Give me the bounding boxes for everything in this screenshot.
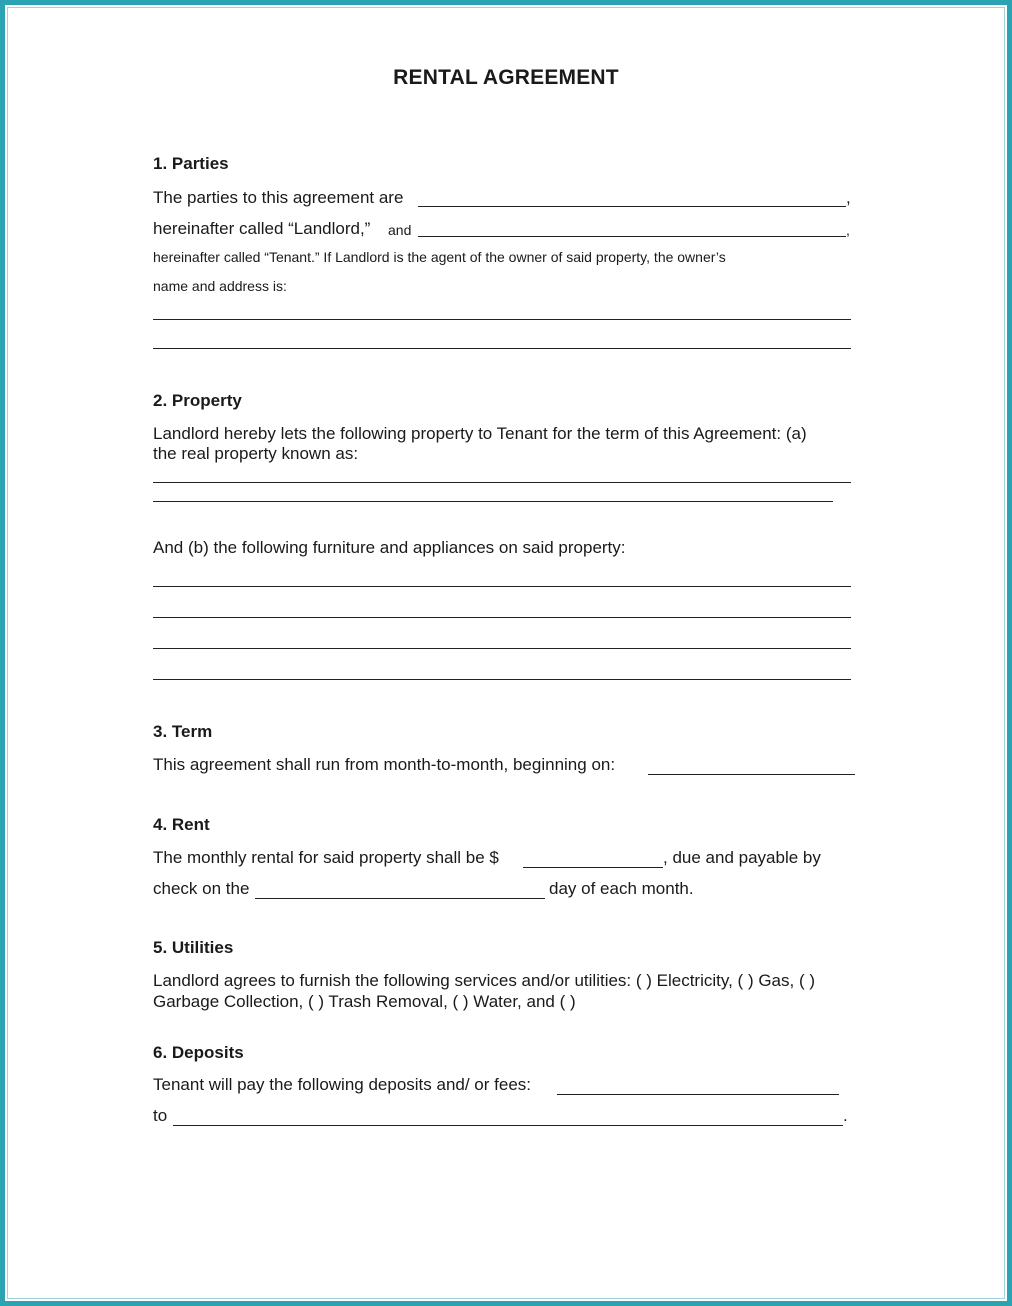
parties-and: and (388, 222, 412, 238)
furniture-blank-4[interactable] (153, 679, 851, 680)
term-start-date-blank[interactable] (648, 774, 855, 775)
rent-day-blank[interactable] (255, 898, 545, 899)
furniture-blank-2[interactable] (153, 617, 851, 618)
utilities-line-2: Garbage Collection, ( ) Trash Removal, ( ) Water, and ( ) (153, 992, 576, 1011)
section-heading-utilities: 5. Utilities (153, 938, 234, 957)
parties-landlord-label: hereinafter called “Landlord,” (153, 219, 371, 238)
parties-line-1: The parties to this agreement are (153, 188, 404, 207)
deposits-to-label: to (153, 1106, 168, 1125)
parties-comma-1: , (846, 188, 851, 207)
rent-line-1-b: , due and payable by (663, 848, 821, 867)
property-line-2: the real property known as: (153, 444, 359, 463)
deposits-fees-blank[interactable] (557, 1094, 839, 1095)
section-heading-property: 2. Property (153, 391, 242, 410)
furniture-blank-3[interactable] (153, 648, 851, 649)
owner-address-blank-2[interactable] (153, 348, 851, 349)
section-heading-parties: 1. Parties (153, 154, 229, 173)
property-line-1: Landlord hereby lets the following property to Tenant for the term of this Agreement: (a) (153, 424, 807, 443)
parties-name-blank[interactable] (418, 206, 846, 207)
deposits-line-1: Tenant will pay the following deposits and/ or fees: (153, 1075, 532, 1094)
real-property-blank-2[interactable] (153, 501, 833, 502)
furniture-blank-1[interactable] (153, 586, 851, 587)
deposits-period: . (843, 1106, 848, 1125)
rent-amount-blank[interactable] (523, 867, 663, 868)
owner-address-blank-1[interactable] (153, 319, 851, 320)
property-line-3: And (b) the following furniture and appliances on said property: (153, 538, 626, 557)
parties-comma-2: , (846, 222, 850, 238)
term-line-1: This agreement shall run from month-to-month, beginning on: (153, 755, 616, 774)
rent-line-2-a: check on the (153, 879, 250, 898)
document-title: RENTAL AGREEMENT (393, 66, 619, 89)
rent-line-2-b: day of each month. (549, 879, 694, 898)
real-property-blank-1[interactable] (153, 482, 851, 483)
parties-line-3: hereinafter called “Tenant.” If Landlord is the agent of the owner of said property, the owner’s (153, 249, 726, 265)
deposits-to-blank[interactable] (173, 1125, 843, 1126)
section-heading-deposits: 6. Deposits (153, 1043, 244, 1062)
rent-line-1-a: The monthly rental for said property shall be $ (153, 848, 499, 867)
parties-tenant-blank[interactable] (418, 236, 846, 237)
utilities-line-1: Landlord agrees to furnish the following services and/or utilities: ( ) Electricity, ( ) Gas, ( ) (153, 971, 815, 990)
parties-line-4: name and address is: (153, 278, 287, 294)
section-heading-rent: 4. Rent (153, 815, 210, 834)
section-heading-term: 3. Term (153, 722, 213, 741)
